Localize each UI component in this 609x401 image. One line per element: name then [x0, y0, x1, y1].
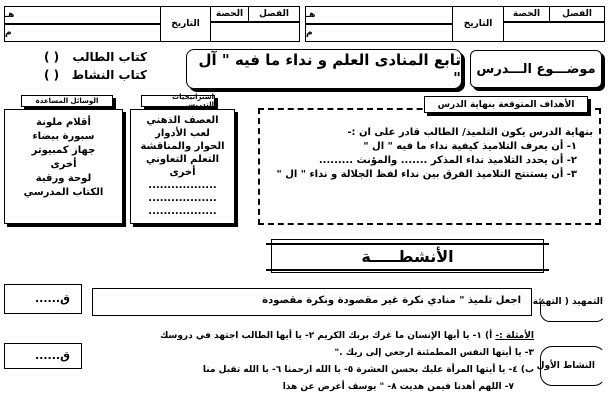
strategy-item: .................. — [148, 193, 217, 204]
objectives-content — [273, 126, 593, 182]
lesson-title: تابع المنادى العلم و نداء ما فيه " آل " — [198, 51, 461, 87]
aid-item: أقلام ملونة — [36, 117, 91, 128]
strategy-item: لعب الأدوار — [155, 128, 210, 139]
aids-header: الوسائل المساعدة — [35, 97, 99, 105]
aid-item: لوحة ورقية — [35, 173, 92, 184]
gregorian-mark: م — [306, 28, 313, 38]
aid-item: أخرى — [50, 159, 77, 170]
intro-time: ق...... — [35, 292, 70, 305]
objectives-header: الأهداف المتوقعة بنهاية الدرس — [437, 99, 575, 110]
strategies-header-box — [141, 95, 215, 107]
period-cell — [210, 6, 249, 22]
objectives-intro: بنهاية الدرس يكون التلميذ/ الطالب قادر على ان :- — [347, 127, 593, 138]
objective-line: ٣- أن يستنتج التلاميذ الفرق بين نداء لفظ الجلالة و نداء " ال " — [276, 169, 577, 180]
strategy-item: التعلم التعاوني — [145, 154, 220, 165]
activity-book-checkbox[interactable]: ( ) — [44, 68, 60, 82]
aids-list — [4, 109, 123, 224]
example-line: ٣- يا أيتها النفس المطمئنة ارجعي إلى ربك ." — [334, 348, 534, 358]
date-label: التاريخ — [171, 19, 200, 29]
semester-cell — [248, 6, 300, 22]
example-line: ب) ٤- يا أيتها المرأة عليك بحسن العشرة ٥- يا الله ارحمنا ٦- يا الله تقبل منا — [202, 365, 534, 375]
objective-line: ١- أن يعرف التلاميذ كيفية نداء ما فيه " ال " — [363, 141, 577, 152]
gregorian-date-cell[interactable] — [305, 24, 453, 42]
aid-item: جهاز كمبيوتر — [31, 145, 96, 156]
date-cell — [160, 6, 211, 42]
strategy-item: .................. — [148, 180, 217, 191]
activity-one-time: ق...... — [35, 349, 70, 362]
strategies-header: استراتيجيات التدريس — [172, 93, 214, 109]
date-label: التاريخ — [463, 19, 493, 29]
aids-header-box — [21, 95, 113, 107]
hijri-date-cell[interactable] — [305, 6, 453, 24]
intro-text-box — [92, 288, 532, 316]
intro-label: التمهيد ( التهيئة — [532, 297, 603, 307]
activity-book-label: كتاب النشاط — [71, 68, 147, 82]
student-book-checkbox[interactable]: ( ) — [44, 50, 60, 64]
activity-one-time-box[interactable] — [4, 343, 82, 369]
aid-item: الكتاب المدرسي — [23, 187, 104, 198]
hijri-mark: هـ — [5, 10, 15, 20]
period-label: الحصة — [512, 9, 541, 19]
intro-text: اجعل تلميذ " منادي نكرة غير مقصودة ونكرة مقصودة — [262, 295, 521, 306]
activity-one-content — [92, 328, 534, 398]
student-book-label: كتاب الطالب — [72, 50, 147, 64]
activities-title: الأنشطـــــة — [361, 246, 454, 266]
strategies-list — [130, 109, 235, 224]
intro-time-box[interactable] — [4, 284, 82, 314]
banner-center — [272, 240, 543, 272]
semester-label: الفصل — [562, 9, 592, 19]
semester-cell — [549, 6, 605, 22]
hijri-date-cell[interactable] — [4, 6, 161, 24]
date-cell — [452, 6, 504, 42]
aid-item: سبورة بيضاء — [32, 131, 95, 142]
activity-one-label: النشاط الأول — [536, 361, 595, 371]
period-cell — [503, 6, 550, 22]
semester-period-blank[interactable] — [503, 22, 605, 42]
period-label: الحصة — [215, 9, 244, 19]
example-line: ٧- اللهم أهدنا فيمن هديت ٨- " يوسف أعرض عن هذا — [282, 382, 514, 392]
lesson-title-box — [186, 49, 462, 89]
activities-banner — [271, 239, 544, 273]
semester-label: الفصل — [259, 9, 289, 19]
examples-label: الأمثلة :- — [495, 331, 534, 341]
strategy-item: الحوار والمناقشة — [140, 141, 225, 152]
objectives-header-box — [424, 96, 588, 113]
strategy-item: .................. — [148, 206, 217, 217]
semester-period-blank[interactable] — [210, 22, 300, 42]
strategy-item: العصف الذهني — [146, 115, 219, 126]
lesson-topic-box — [470, 50, 602, 88]
gregorian-date-cell[interactable] — [4, 24, 161, 42]
example-line: أ) ١- يا أيها الإنسان ما غرك بربك الكريم ٢- يا أيها الطالب اجتهد في دروسك — [160, 331, 493, 341]
lesson-topic-label: موضـــوع الـــدرس — [476, 61, 596, 77]
strategy-item: أخرى — [169, 167, 196, 178]
gregorian-mark: م — [5, 28, 12, 38]
hijri-mark: هـ — [306, 10, 316, 20]
objective-line: ٢- أن يحدد التلاميذ نداء المذكر ....... والمؤنث ......... — [318, 155, 577, 166]
